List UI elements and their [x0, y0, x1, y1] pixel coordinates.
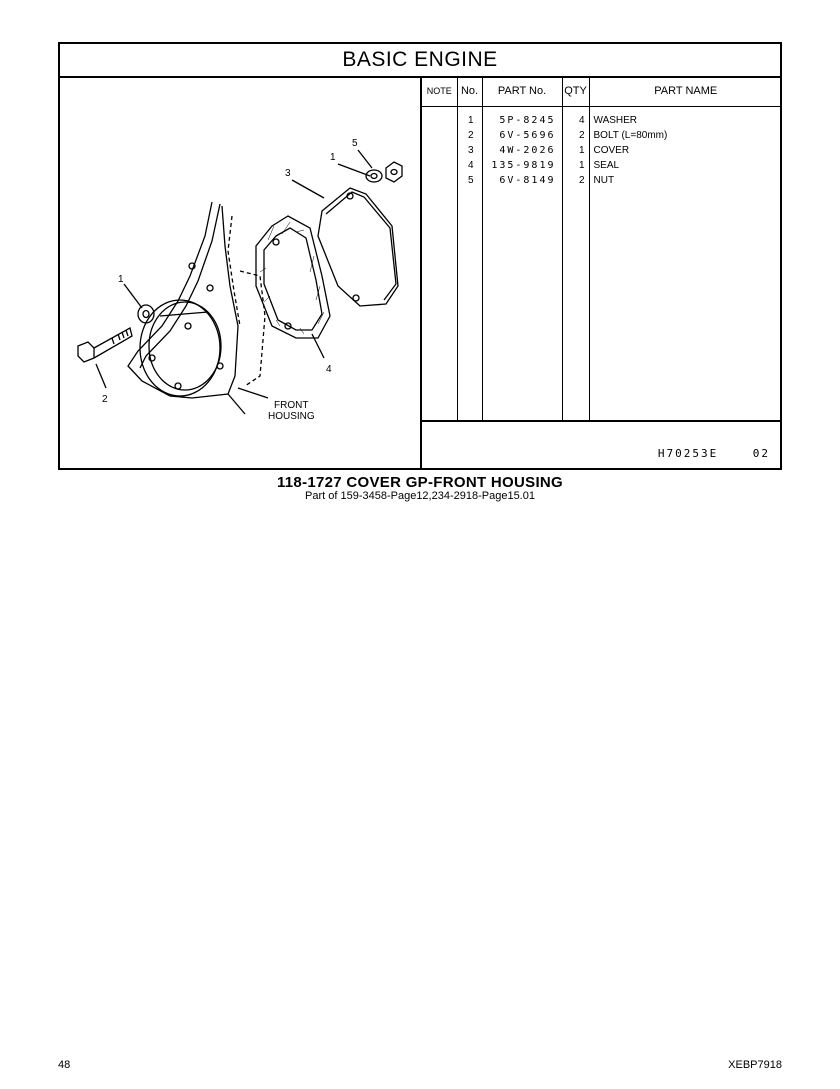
row-part-no: 4W-2026 [499, 145, 556, 156]
header-part-no: PART No. [482, 76, 562, 107]
illustration-reference-box [422, 420, 780, 468]
exploded-view-drawing [60, 76, 422, 470]
row-qty: 2 [578, 130, 585, 141]
cover-plate [318, 188, 398, 306]
callout-2: 2 [102, 394, 108, 405]
header-no: No. [457, 76, 482, 107]
document-code: XEBP7918 [728, 1059, 782, 1071]
row-qty: 4 [578, 115, 585, 126]
part-no-column [482, 107, 562, 421]
callout-4: 4 [326, 364, 332, 375]
callout-5: 5 [352, 138, 358, 149]
row-qty: 1 [578, 145, 585, 156]
row-part-no: 135-9819 [491, 160, 556, 171]
callout-1-upper: 1 [330, 152, 336, 163]
group-caption: 118-1727 COVER GP-FRONT HOUSING [276, 474, 564, 491]
row-qty: 2 [578, 175, 585, 186]
row-no: 1 [467, 115, 474, 126]
part-name-column [589, 107, 782, 421]
illustration-ref: H70253E 02 [657, 447, 770, 460]
row-part-name: BOLT (L=80mm) [593, 130, 668, 141]
no-column [457, 107, 482, 421]
page-number: 48 [58, 1059, 71, 1071]
label-housing: HOUSING [268, 411, 315, 422]
row-no: 4 [467, 160, 474, 171]
row-part-no: 6V-8149 [499, 175, 556, 186]
nut [386, 162, 402, 182]
exploded-view-illustration [60, 76, 422, 470]
row-no: 3 [467, 145, 474, 156]
row-no: 5 [467, 175, 474, 186]
note-column [422, 107, 457, 421]
header-part-name: PART NAME [589, 76, 782, 107]
parts-table-container [422, 76, 780, 420]
row-part-name: NUT [593, 175, 615, 186]
bolt [78, 342, 94, 362]
callout-3: 3 [285, 168, 291, 179]
parts-page-frame [58, 42, 782, 470]
header-qty: QTY [562, 76, 589, 107]
row-part-name: SEAL [593, 160, 620, 171]
row-part-no: 6V-5696 [499, 130, 556, 141]
label-front: FRONT [274, 400, 309, 411]
qty-column [562, 107, 589, 421]
callout-1-lower: 1 [118, 274, 124, 285]
section-title: BASIC ENGINE [60, 44, 780, 78]
row-no: 2 [467, 130, 474, 141]
row-qty: 1 [578, 160, 585, 171]
parts-table [422, 76, 782, 420]
header-note: NOTE [422, 76, 457, 107]
row-part-name: WASHER [593, 115, 638, 126]
row-part-no: 5P-8245 [499, 115, 556, 126]
row-part-name: COVER [593, 145, 630, 156]
group-subcaption: Part of 159-3458-Page12,234-2918-Page15.01 [305, 490, 535, 502]
